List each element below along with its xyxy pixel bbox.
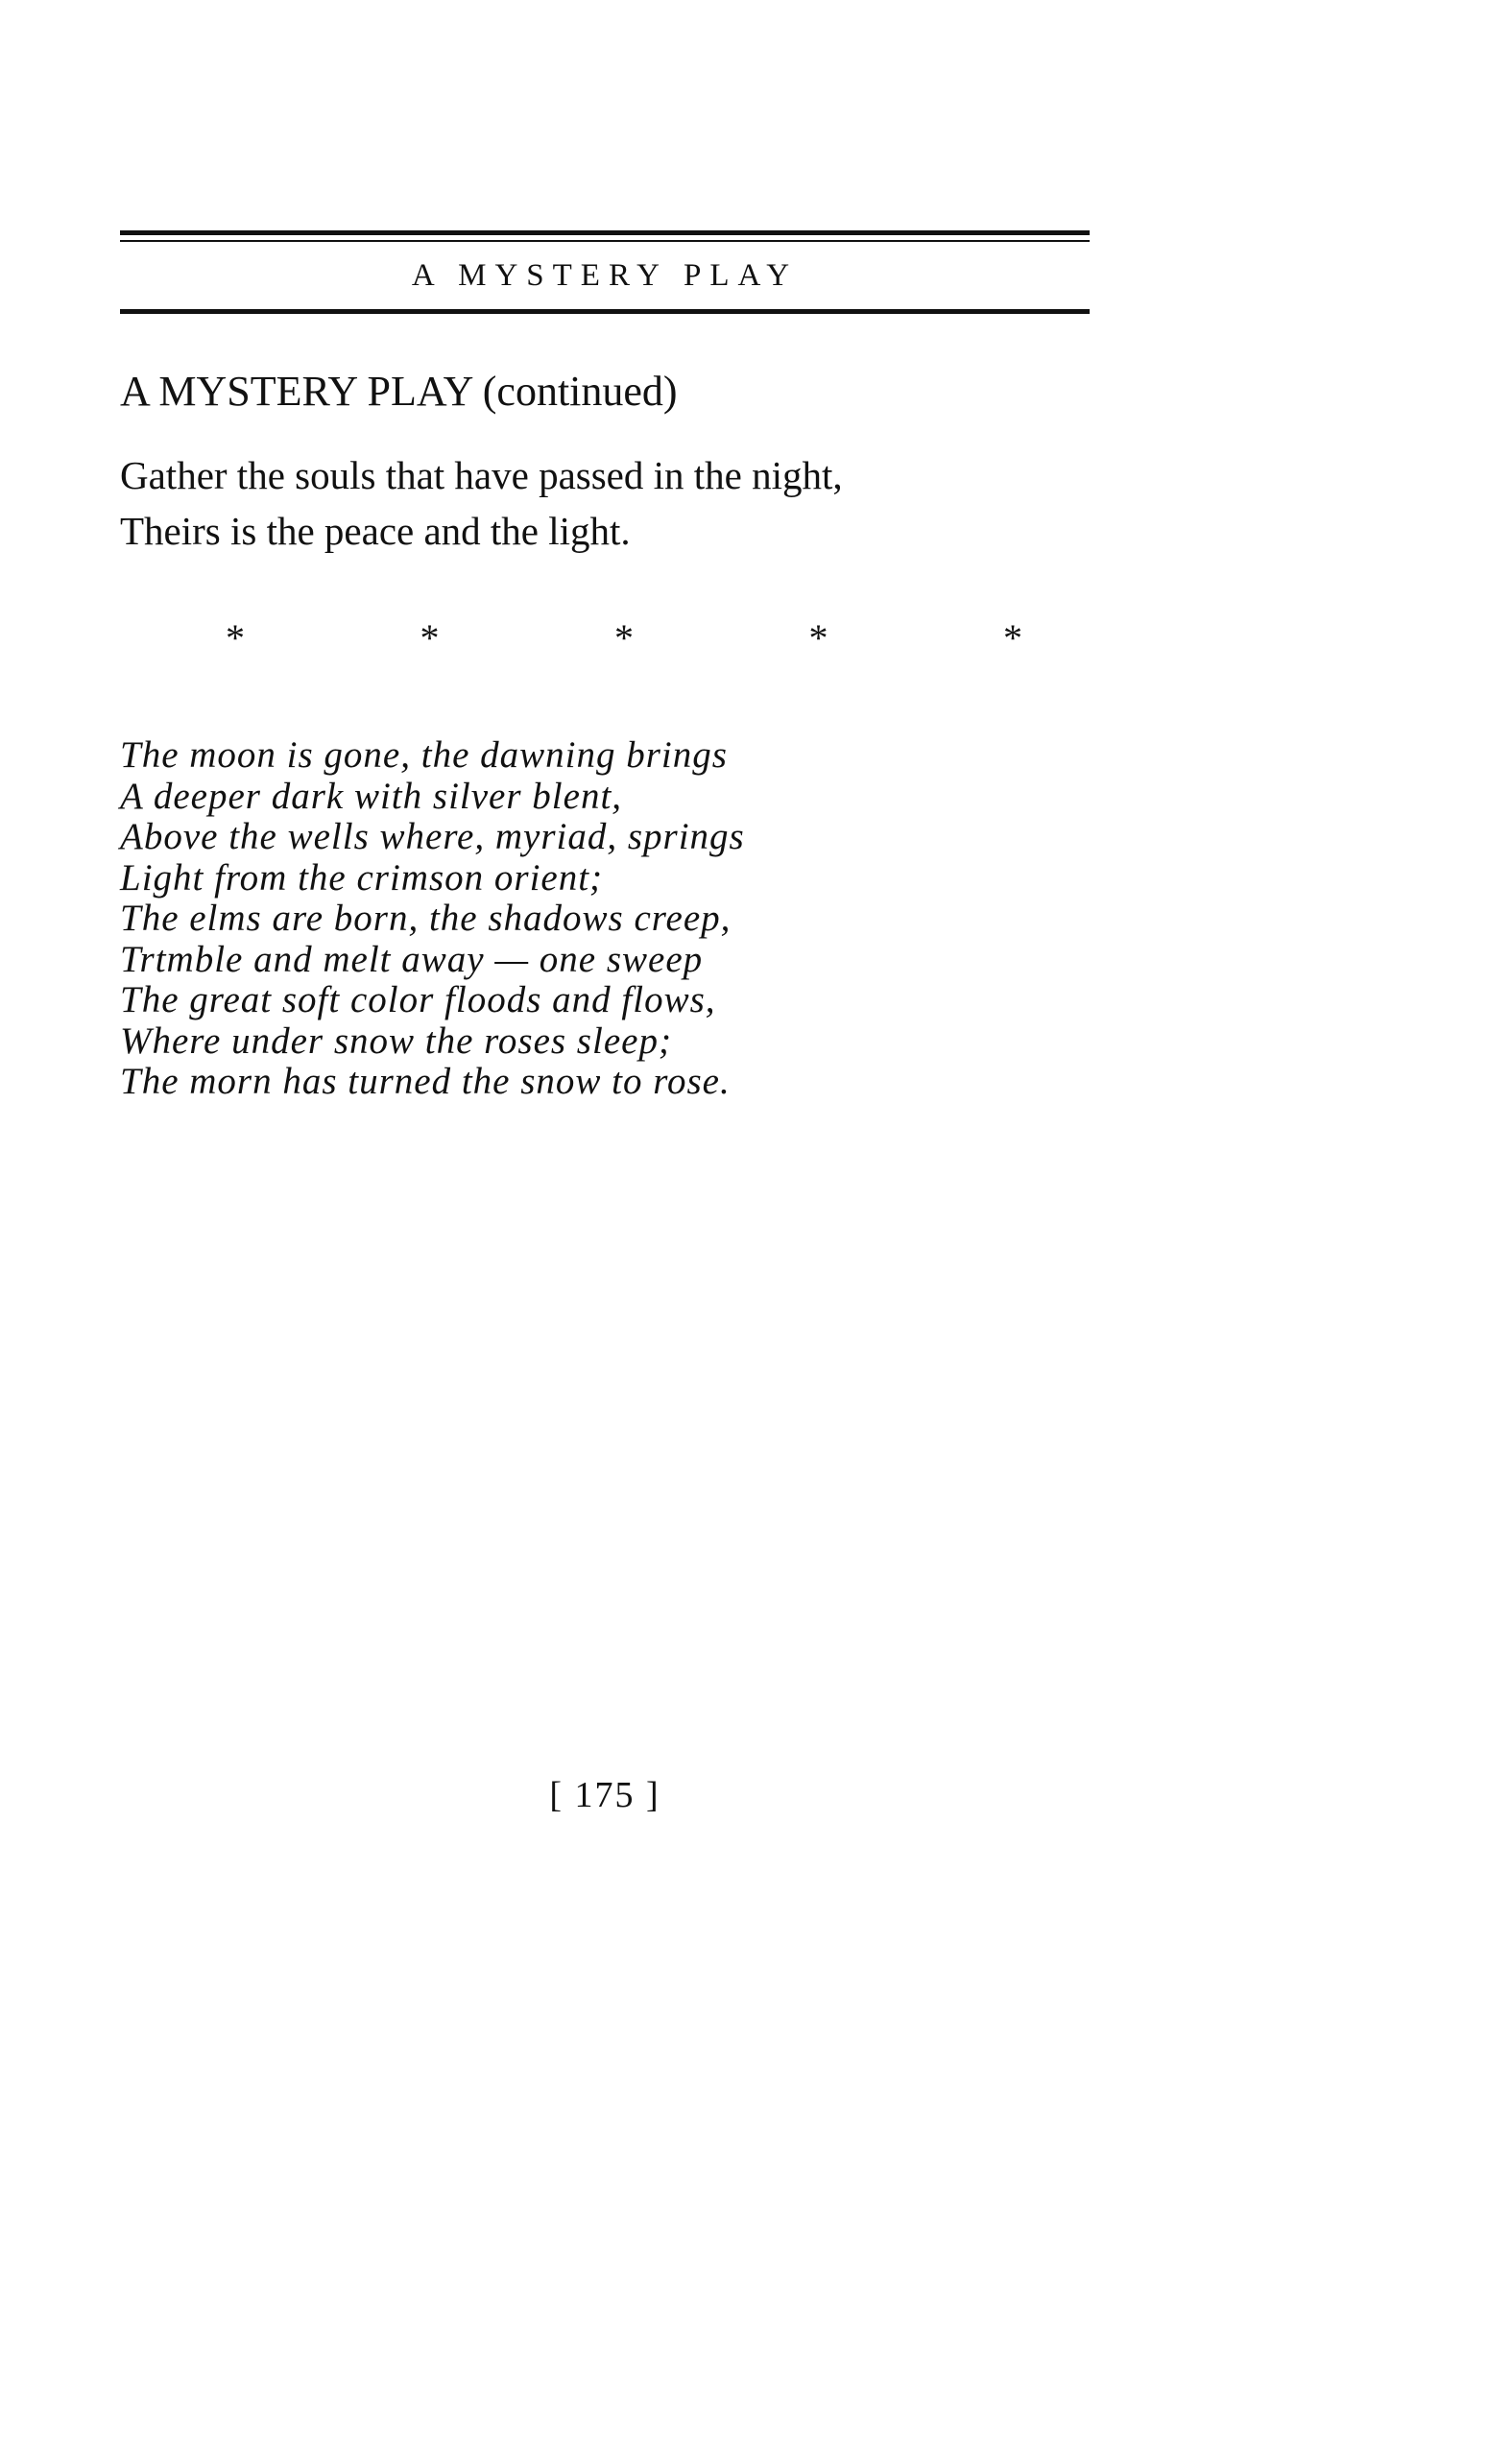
poem-line: A deeper dark with silver blent, xyxy=(120,775,623,817)
asterisk: * xyxy=(614,616,634,659)
asterisk: * xyxy=(808,616,828,659)
prose-line: Gather the souls that have passed in the night, xyxy=(120,453,843,497)
poem-stanza xyxy=(120,735,745,1103)
prose-block xyxy=(120,447,1109,559)
asterisk: * xyxy=(226,616,245,659)
poem-line: Above the wells where, myriad, springs xyxy=(120,816,745,857)
poem-line: The elms are born, the shadows creep, xyxy=(120,898,732,939)
section-title: A MYSTERY PLAY (continued) xyxy=(120,368,678,415)
poem-line: Where under snow the roses sleep; xyxy=(120,1019,672,1062)
asterisk-separator xyxy=(221,614,1027,662)
poem-line: Light from the crimson orient; xyxy=(120,856,604,899)
header-rule-top-thin xyxy=(120,240,1090,242)
page-number: [ 175 ] xyxy=(549,1775,660,1815)
asterisk: * xyxy=(420,616,440,659)
poem-line: The moon is gone, the dawning brings xyxy=(120,734,728,776)
header-rule-bottom xyxy=(120,309,1090,314)
header-rule-top xyxy=(120,230,1090,235)
poem-line: Trtmble and melt away — one sweep xyxy=(120,938,704,980)
prose-line: Theirs is the peace and the light. xyxy=(120,509,631,553)
asterisk: * xyxy=(1003,616,1022,659)
poem-line: The morn has turned the snow to rose. xyxy=(120,1061,731,1102)
running-head: A MYSTERY PLAY xyxy=(411,258,799,293)
poem-line: The great soft color floods and flows, xyxy=(120,979,716,1020)
